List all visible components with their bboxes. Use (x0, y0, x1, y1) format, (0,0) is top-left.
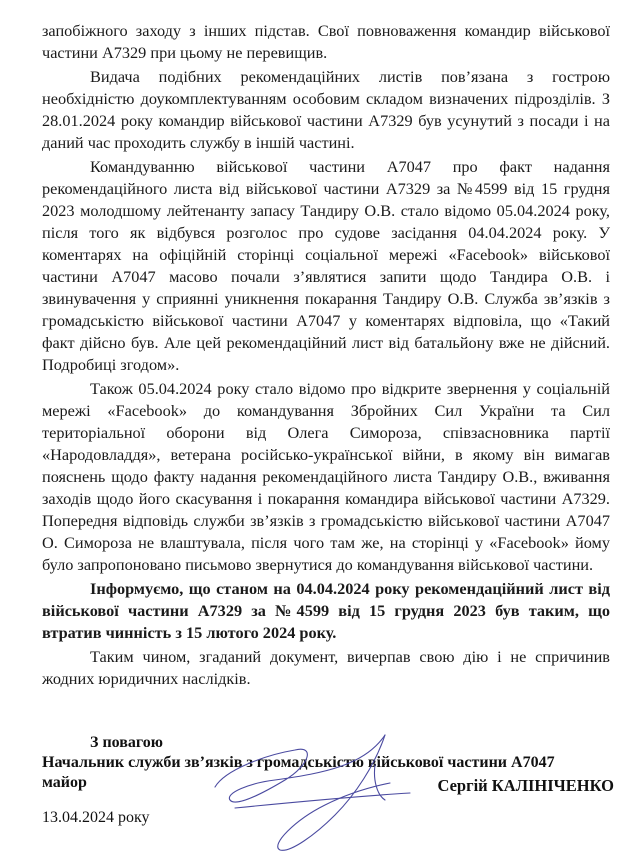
letter-body (42, 20, 610, 692)
signatory-name: Сергій КАЛІНІЧЕНКО (437, 776, 614, 795)
signatory-position: Начальник служби зв’язків з громадськістю військової частини А7047 (42, 754, 555, 771)
paragraph-4: Також 05.04.2024 року стало відомо про відкрите звернення у соціальній мережі «Facebook» до командування Збройних Сил України та Сил територіальної оборони від Олега Симороза, співзасновника партії «Народовладдя», ветерана російсько-української війни, в якому він вимагав пояснень щодо факту надання рекомендаційного листа Тандиру О.В., вживання заходів щодо його скасування і покарання командира військової частини А7329. Попередня відповідь служби зв’язків з громадськістю військової частини А7047 О. Симороза не влаштувала, після чого там же, на сторінці у «Facebook» йому було запропоновано письмово звернутися до командування військової частини. (42, 379, 610, 574)
handwritten-signature (205, 725, 420, 855)
paragraph-5-bold-notice: Інформуємо, що станом на 04.04.2024 року рекомендаційний лист від військової частини А7329 за №4599 від 15 грудня 2023 був таким, що втратив чинність з 15 лютого 2024 року. (42, 579, 610, 642)
closing-regards: З повагою (90, 734, 163, 751)
paragraph-6: Таким чином, згаданий документ, вичерпав свою дію і не спричинив жодних юридичних наслідків. (42, 647, 610, 688)
paragraph-3: Командуванню військової частини А7047 про факт надання рекомендаційного листа від військової частини А7329 за №4599 від 15 грудня 2023 молодшому лейтенанту запасу Тандиру О.В. стало відомо 05.04.2024 року, після того як відбувся розголос про судове засідання 04.04.2024 року. У коментарях на офіційній сторінці соціальної мережі «Facebook» військової частини А7047 масово почали з’являтися запити щодо Тандира О.В. і звинувачення у сприянні уникнення покарання Тандиру О.В. Служба зв’язків з громадськістю військової частини А7047 у коментарях відповіла, що «Такий факт дійсно був. Але цей рекомендаційний лист від батальйону вже не дійсний. Подробиці згодом». (42, 157, 610, 374)
signature-stroke-2 (278, 735, 390, 850)
document-date: 13.04.2024 року (42, 809, 150, 826)
signatory-rank: майор (42, 774, 87, 791)
paragraph-1: запобіжного заходу з інших підстав. Свої повноваження командир військової частини А7329 при цьому не перевищив. (42, 21, 610, 62)
signature-stroke-1 (215, 735, 385, 802)
paragraph-2: Видача подібних рекомендаційних листів пов’язана з гострою необхідністю доукомплектуванням особовим складом визначених підрозділів. З 28.01.2024 року командир військової частини А7329 був усунутий з посади і на даний час проходить службу в іншій частині. (42, 67, 610, 152)
